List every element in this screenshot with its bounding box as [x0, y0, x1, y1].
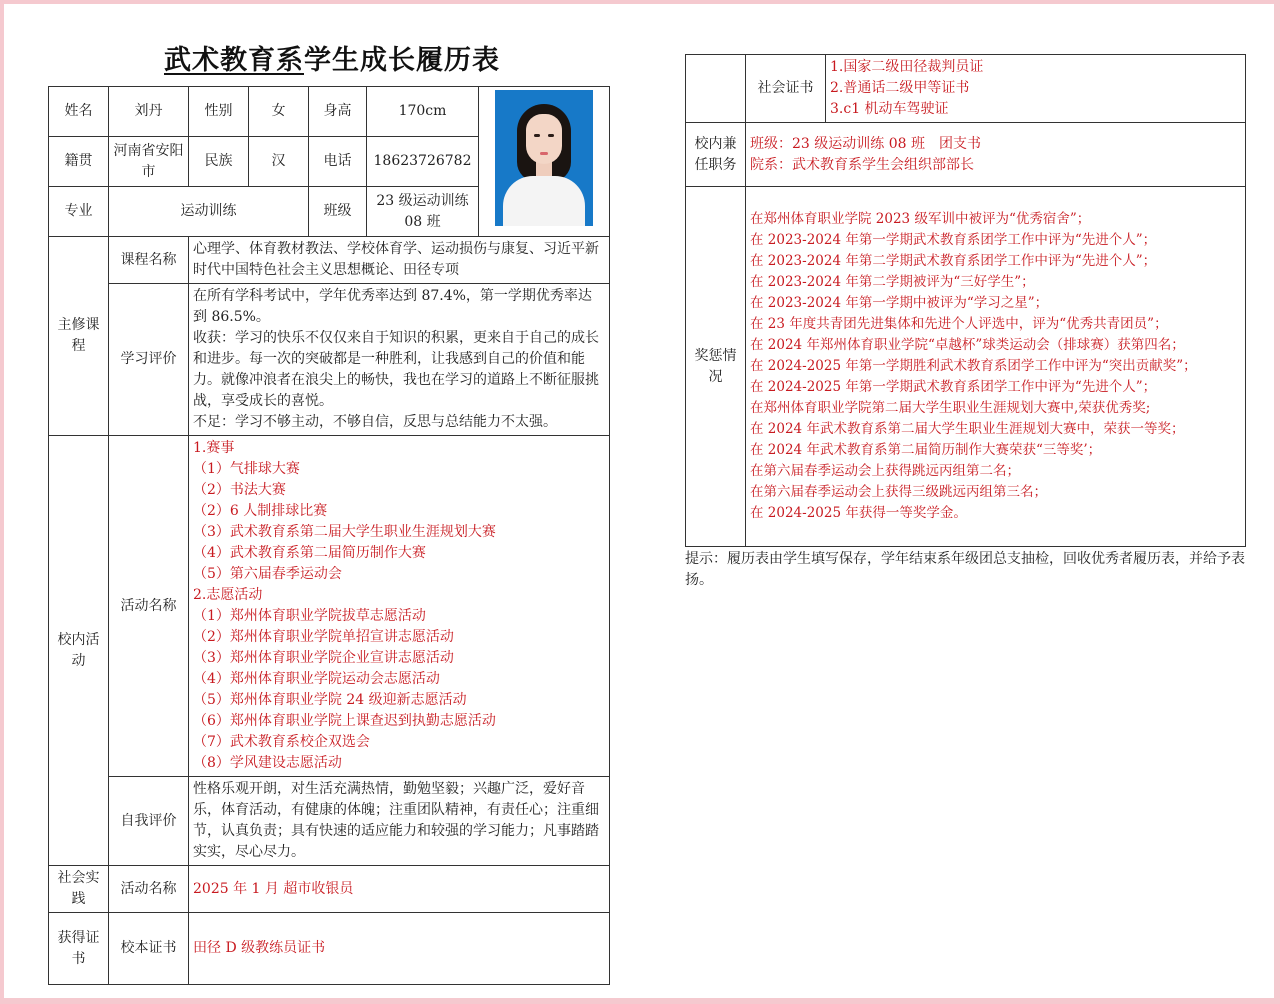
- resume-page: [4, 4, 1274, 998]
- social-value: 2025 年 1 月 超市收银员: [189, 866, 610, 913]
- award-item: 在 2024 年武术教育系第二届简历制作大赛荣获“三等奖’；: [750, 442, 1102, 458]
- study-eval-line: 收获：学习的快乐不仅仅来自于知识的积累，更来自于自己的成长和进步。每一次的突破都是一种胜利，让我感到自己的价值和能力。就像冲浪者在浪尖上的畅快，我也在学习的道路上不断征服挑战，享受成长的喜悦。: [193, 330, 599, 409]
- award-item: 在第六届春季运动会上获得三级跳远丙组第三名；: [750, 484, 1047, 500]
- title-department: 武术教育系: [164, 45, 304, 76]
- class-label: 班级: [309, 187, 367, 237]
- duty-item: 院系：武术教育系学生会组织部部长: [750, 156, 974, 173]
- course-names-value: 心理学、体育教材教法、学校体育学、运动损伤与康复、习近平新时代中国特色社会主义思想概论、田径专项: [189, 237, 610, 284]
- origin-value: 河南省安阳市: [109, 137, 189, 187]
- right-top-blank: [686, 55, 746, 123]
- activity-item: （7）武术教育系校企双选会: [193, 734, 370, 750]
- activities-section-label: 校内活动: [49, 436, 109, 866]
- activity-item: （3）郑州体育职业学院企业宣讲志愿活动: [193, 650, 454, 666]
- award-item: 在郑州体育职业学院第二届大学生职业生涯规划大赛中,荣获优秀奖;: [750, 400, 1151, 416]
- award-item: 在 2024-2025 年第一学期武术教育系团学工作中评为“先进个人”；: [750, 379, 1157, 395]
- title-rest: 学生成长履历表: [304, 45, 500, 76]
- award-item: 在 2023-2024 年第二学期被评为“三好学生”；: [750, 274, 1035, 290]
- gender-label: 性别: [189, 87, 249, 137]
- activity-item: 2.志愿活动: [193, 587, 263, 603]
- award-item: 在郑州体育职业学院 2023 级军训中被评为“优秀宿舍”；: [750, 211, 1091, 227]
- award-item: 在第六届春季运动会上获得跳远丙组第二名；: [750, 463, 1020, 479]
- photo-cell: [479, 87, 610, 237]
- activity-item: （8）学风建设志愿活动: [193, 755, 342, 771]
- activity-item: （2）郑州体育职业学院单招宣讲志愿活动: [193, 629, 454, 645]
- activity-item: （2）书法大赛: [193, 482, 286, 498]
- award-item: 在 2023-2024 年第一学期中被评为“学习之星”；: [750, 295, 1049, 311]
- self-eval-label: 自我评价: [109, 777, 189, 866]
- school-cert-value: 田径 D 级教练员证书: [189, 913, 610, 985]
- study-eval-line: 在所有学科考试中，学年优秀率达到 87.4%，第一学期优秀率达到 86.5%。: [193, 288, 592, 325]
- award-item: 在 2024 年郑州体育职业学院“卓越杯”球类运动会（排球赛）获第四名；: [750, 337, 1185, 353]
- activity-item: （6）郑州体育职业学院上课查迟到执勤志愿活动: [193, 713, 496, 729]
- course-names-label: 课程名称: [109, 237, 189, 284]
- study-eval-value: [189, 284, 610, 436]
- height-value: 170cm: [367, 87, 479, 137]
- courses-section-label: 主修课程: [49, 237, 109, 436]
- school-cert-label: 校本证书: [109, 913, 189, 985]
- social-names-label: 活动名称: [109, 866, 189, 913]
- activity-item: （2）6 人制排球比赛: [193, 503, 328, 519]
- activity-item: （4）郑州体育职业学院运动会志愿活动: [193, 671, 440, 687]
- resume-table-left: [48, 86, 610, 985]
- award-item: 在 23 年度共青团先进集体和先进个人评选中，评为“优秀共青团员”；: [750, 316, 1168, 332]
- phone-value: 18623726782: [367, 137, 479, 187]
- study-eval-label: 学习评价: [109, 284, 189, 436]
- social-cert-item: 3.c1 机动车驾驶证: [830, 101, 949, 117]
- gender-value: 女: [249, 87, 309, 137]
- name-label: 姓名: [49, 87, 109, 137]
- activity-item: （5）第六届春季运动会: [193, 566, 342, 582]
- name-value: 刘丹: [109, 87, 189, 137]
- resume-table-right: [685, 54, 1246, 547]
- phone-label: 电话: [309, 137, 367, 187]
- social-cert-item: 2.普通话二级甲等证书: [830, 80, 970, 96]
- study-eval-line: 不足：学习不够主动，不够自信，反思与总结能力不太强。: [193, 414, 557, 430]
- social-cert-item: 1.国家二级田径裁判员证: [830, 59, 984, 75]
- activity-item: （3）武术教育系第二届大学生职业生涯规划大赛: [193, 524, 496, 540]
- footer-tip: 提示：履历表由学生填写保存，学年结束系年级团总支抽检，回收优秀者履历表，并给予表扬。: [685, 551, 1245, 588]
- activity-item: （1）郑州体育职业学院拔草志愿活动: [193, 608, 426, 624]
- social-section-label: 社会实践: [49, 866, 109, 913]
- duty-item: 班级：23 级运动训练 08 班 团支书: [750, 135, 981, 152]
- major-value: 运动训练: [109, 187, 309, 237]
- duty-list: [746, 123, 1246, 187]
- origin-label: 籍贯: [49, 137, 109, 187]
- activity-item: （5）郑州体育职业学院 24 级迎新志愿活动: [193, 692, 467, 708]
- awards-list: [746, 187, 1246, 547]
- class-value: 23 级运动训练 08 班: [367, 187, 479, 237]
- self-eval-value: 性格乐观开朗，对生活充满热情，勤勉坚毅；兴趣广泛，爱好音乐，体育活动，有健康的体魄；注重团队精神，有责任心；注重细节，认真负责；具有快速的适应能力和较强的学习能力；凡事踏踏实实，尽心尽力。: [189, 777, 610, 866]
- award-item: 在 2023-2024 年第一学期武术教育系团学工作中评为“先进个人”；: [750, 232, 1157, 248]
- certs-section-label: 获得证书: [49, 913, 109, 985]
- duty-label: 校内兼任职务: [686, 123, 746, 187]
- social-cert-list: [826, 55, 1246, 123]
- awards-label: 奖惩情况: [686, 187, 746, 547]
- activity-list: [189, 436, 610, 777]
- id-photo: [495, 90, 593, 226]
- activity-names-label: 活动名称: [109, 436, 189, 777]
- award-item: 在 2024-2025 年获得一等奖学金。: [750, 505, 967, 521]
- height-label: 身高: [309, 87, 367, 137]
- social-cert-label: 社会证书: [746, 55, 826, 123]
- major-label: 专业: [49, 187, 109, 237]
- activity-item: （4）武术教育系第二届简历制作大赛: [193, 545, 426, 561]
- activity-item: 1.赛事: [193, 440, 235, 456]
- award-item: 在 2023-2024 年第二学期武术教育系团学工作中评为“先进个人”；: [750, 253, 1157, 269]
- ethnicity-value: 汉: [249, 137, 309, 187]
- award-item: 在 2024-2025 年第一学期胜利武术教育系团学工作中评为“突出贡献奖”；: [750, 358, 1197, 374]
- activity-item: （1）气排球大赛: [193, 461, 300, 477]
- award-item: 在 2024 年武术教育系第二届大学生职业生涯规划大赛中，荣获一等奖；: [750, 421, 1185, 437]
- ethnicity-label: 民族: [189, 137, 249, 187]
- page-title: [52, 38, 612, 77]
